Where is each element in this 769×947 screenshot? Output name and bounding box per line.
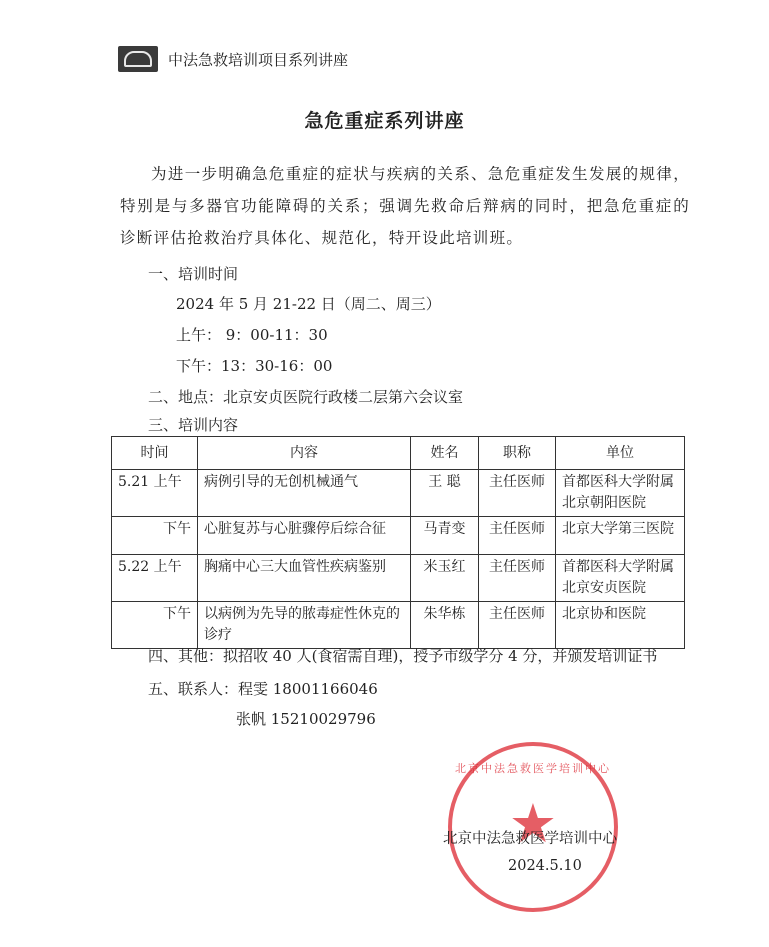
cell-time: 5.21 上午 [112, 470, 198, 517]
cell-title: 主任医师 [479, 470, 556, 517]
table-row [112, 602, 685, 649]
cell-time: 下午 [112, 602, 198, 649]
cell-name: 王 聪 [411, 470, 479, 517]
header-time: 时间 [112, 437, 198, 470]
header-content: 内容 [198, 437, 411, 470]
cell-unit: 北京大学第三医院 [556, 517, 685, 555]
afternoon-time: 下午：13：30-16：00 [176, 357, 333, 375]
cell-name: 朱华栋 [411, 602, 479, 649]
document-header [118, 46, 348, 72]
header-title: 职称 [479, 437, 556, 470]
cell-content: 胸痛中心三大血管性疾病鉴别 [198, 555, 411, 602]
cell-unit: 首都医科大学附属北京朝阳医院 [556, 470, 685, 517]
table-row [112, 470, 685, 517]
morning-time: 上午： 9：00-11：30 [176, 326, 328, 344]
cell-content: 以病例为先导的脓毒症性休克的诊疗 [198, 602, 411, 649]
cell-title: 主任医师 [479, 602, 556, 649]
cell-title: 主任医师 [479, 555, 556, 602]
other-line: 四、其他：拟招收 40 人(食宿需自理)，授予市级学分 4 分，并颁发培训证书 [148, 647, 658, 665]
cell-name: 米玉红 [411, 555, 479, 602]
issue-date: 2024.5.10 [508, 858, 582, 874]
issuing-organization: 北京中法急救医学培训中心 [443, 831, 617, 847]
cell-unit: 首都医科大学附属北京安贞医院 [556, 555, 685, 602]
contact-line-2: 张帆 15210029796 [236, 710, 376, 728]
seal-text: 北京中法急救医学培训中心 [455, 762, 611, 775]
header-text: 中法急救培训项目系列讲座 [168, 50, 349, 69]
location-line: 二、地点：北京安贞医院行政楼二层第六会议室 [148, 388, 464, 406]
document-title: 急危重症系列讲座 [304, 110, 465, 132]
cell-content: 心脏复苏与心脏骤停后综合征 [198, 517, 411, 555]
intro-paragraph: 为进一步明确急危重症的症状与疾病的关系、急危重症发生发展的规律，特别是与多器官功能障碍的关系；强调先救命后辩病的同时，把急危重症的诊断评估抢救治疗具体化、规范化，特开设此培训班。 [120, 165, 690, 247]
header-name: 姓名 [411, 437, 479, 470]
cell-name: 马青变 [411, 517, 479, 555]
contact-line-1: 五、联系人：程雯 18001166046 [148, 680, 378, 698]
cell-content: 病例引导的无创机械通气 [198, 470, 411, 517]
header-unit: 单位 [556, 437, 685, 470]
cell-time: 5.22 上午 [112, 555, 198, 602]
star-icon: ★ [508, 791, 558, 855]
training-date: 2024 年 5 月 21-22 日（周二、周三） [176, 295, 441, 313]
institution-logo-icon [118, 46, 158, 72]
time-heading: 一、培训时间 [148, 265, 239, 283]
cell-title: 主任医师 [479, 517, 556, 555]
content-heading: 三、培训内容 [148, 416, 239, 434]
table-row [112, 555, 685, 602]
table-row [112, 517, 685, 555]
table-header-row [112, 437, 685, 470]
cell-unit: 北京协和医院 [556, 602, 685, 649]
cell-time: 下午 [112, 517, 198, 555]
schedule-table [111, 436, 685, 649]
